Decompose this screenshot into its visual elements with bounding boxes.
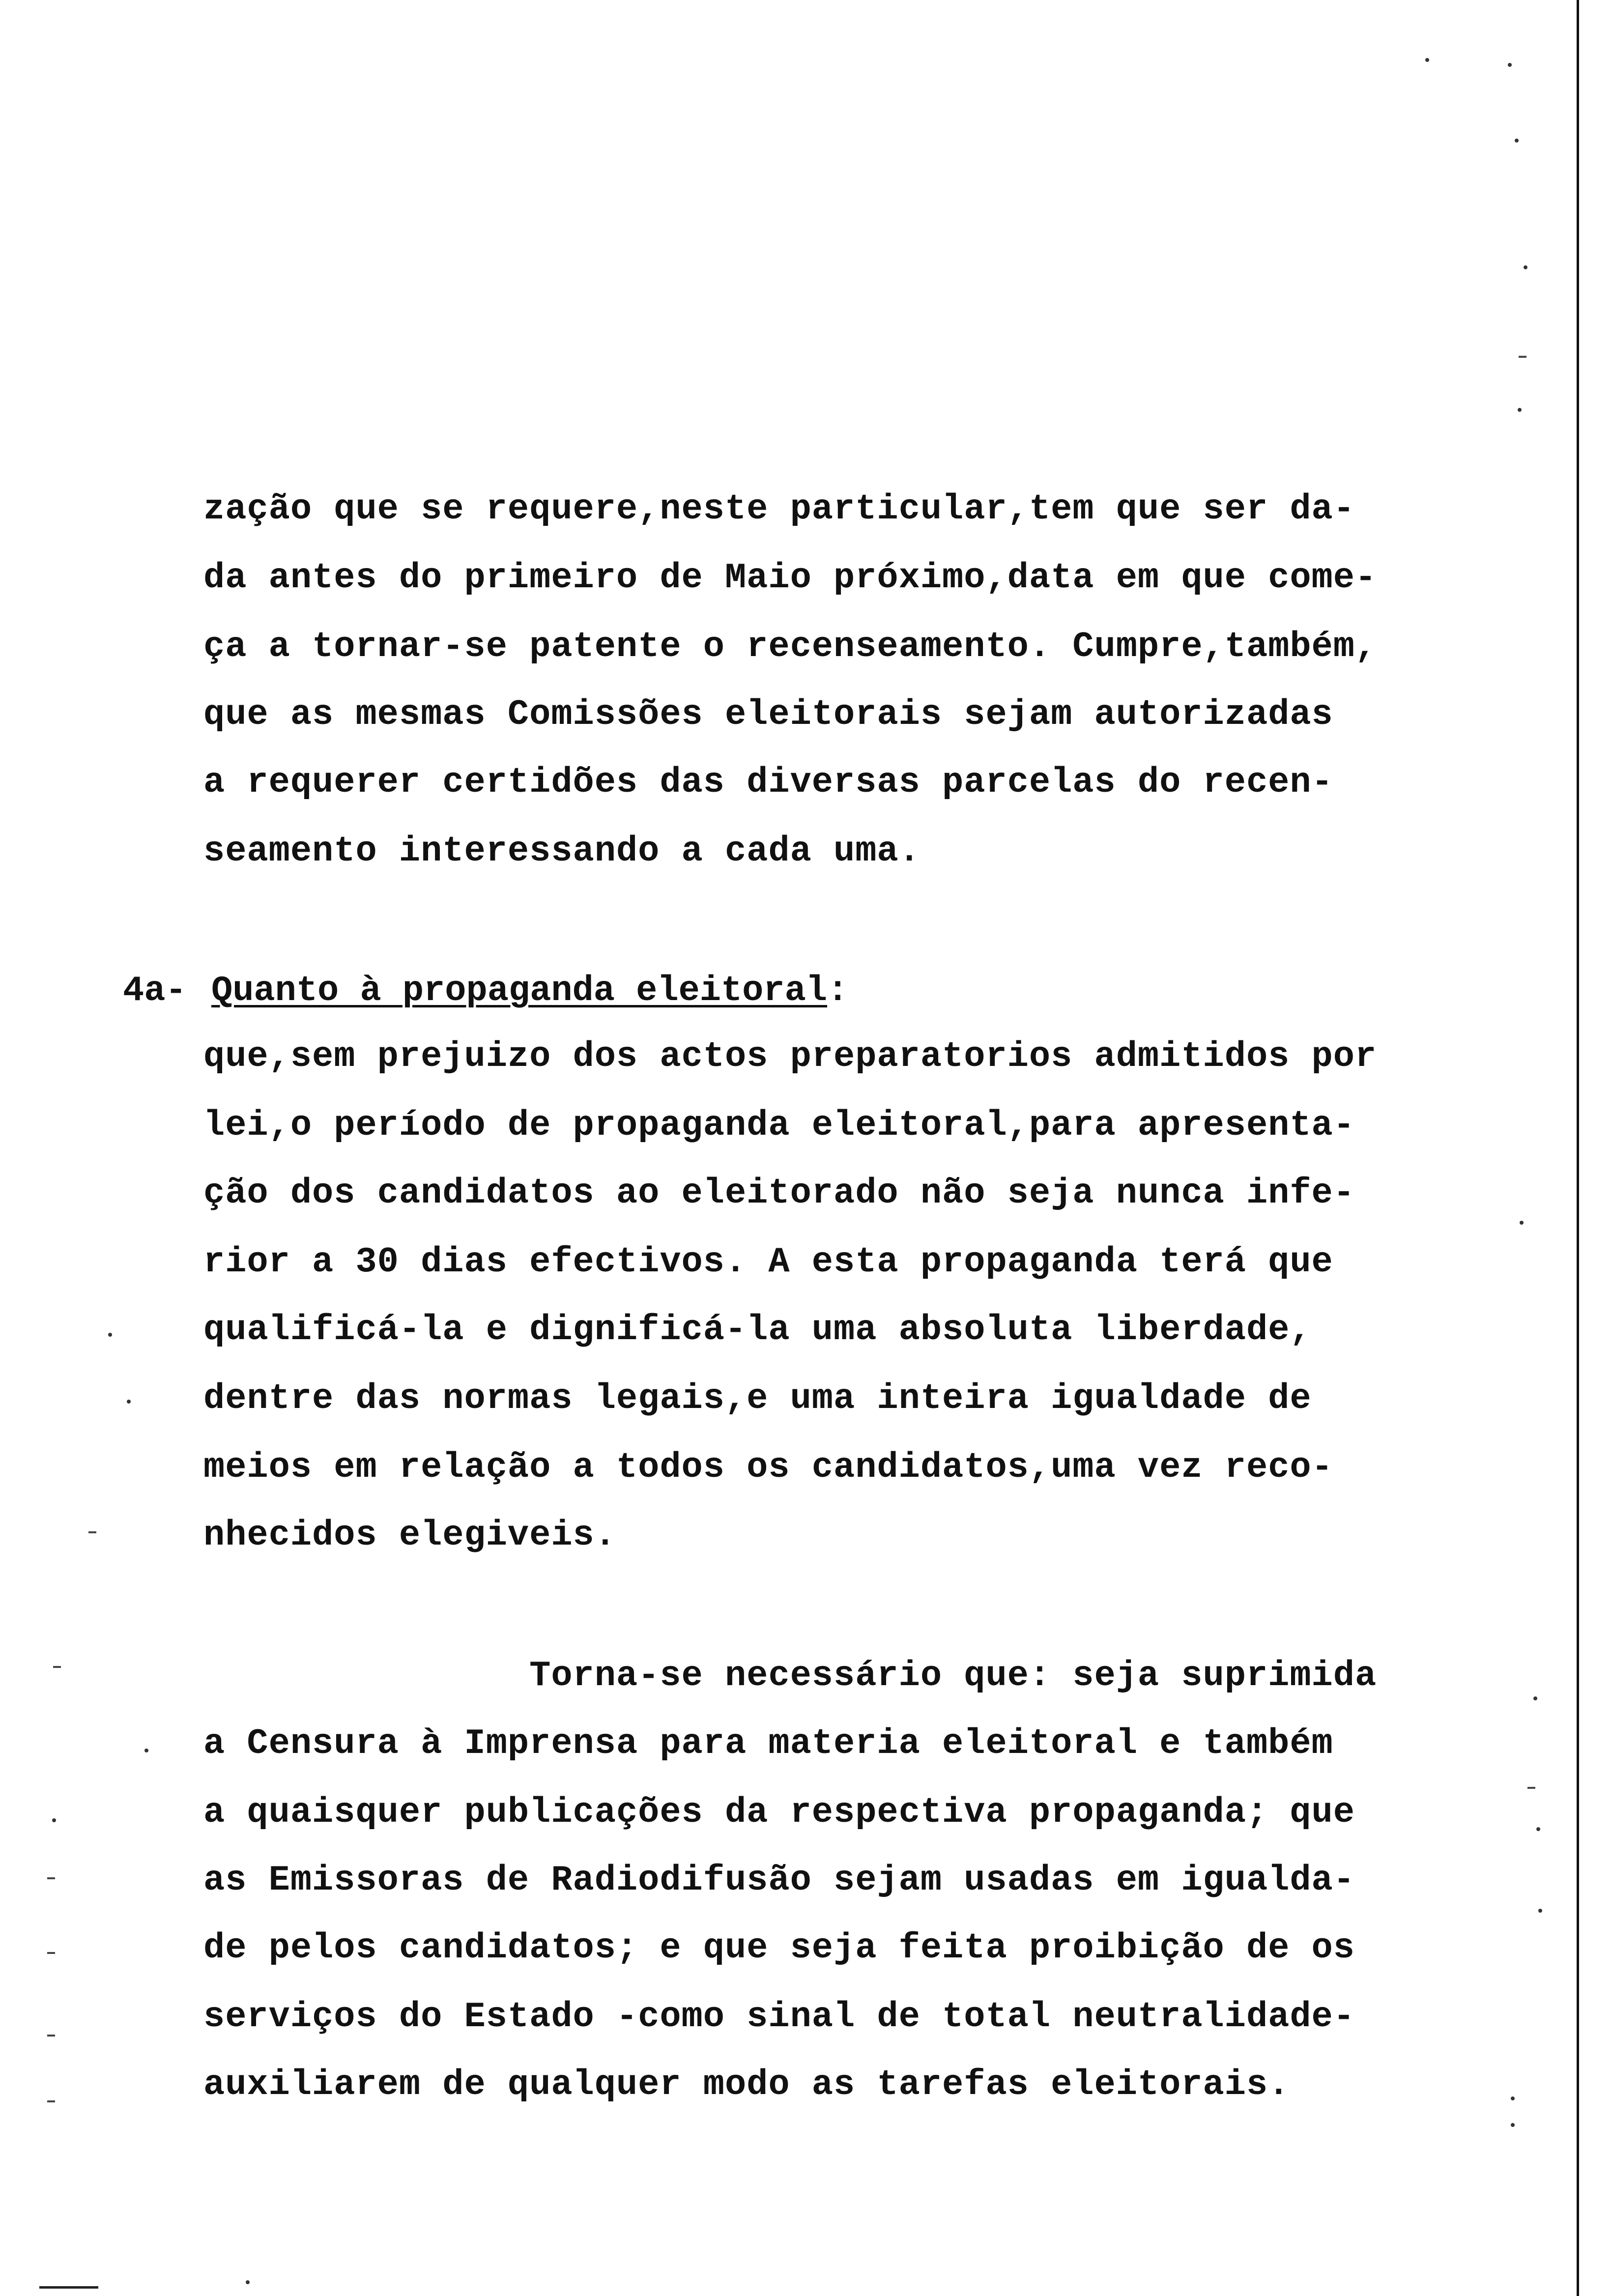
section-heading bbox=[211, 971, 849, 1011]
scan-dash bbox=[88, 1531, 96, 1533]
text-line: da antes do primeiro de Maio próximo,data em que come- bbox=[203, 558, 1377, 598]
scan-speck bbox=[108, 1333, 112, 1337]
scan-speck bbox=[1508, 63, 1512, 67]
text-line: Torna-se necessário que: seja suprimida bbox=[203, 1656, 1377, 1696]
text-line: auxiliarem de qualquer modo as tarefas eleitorais. bbox=[203, 2065, 1290, 2105]
scan-dash bbox=[47, 2035, 55, 2037]
text-line: rior a 30 dias efectivos. A esta propaganda terá que bbox=[203, 1242, 1333, 1282]
text-line: que,sem prejuizo dos actos preparatorios admitidos por bbox=[203, 1036, 1377, 1077]
text-line: de pelos candidatos; e que seja feita proibição de os bbox=[203, 1928, 1355, 1968]
scan-dash bbox=[47, 2100, 55, 2102]
text-line: seamento interessando a cada uma. bbox=[203, 831, 921, 871]
scan-dash bbox=[47, 1877, 55, 1879]
scan-speck bbox=[144, 1749, 148, 1752]
scan-speck bbox=[1515, 139, 1519, 143]
text-line: as Emissoras de Radiodifusão sejam usadas em igualda- bbox=[203, 1860, 1355, 1900]
text-line: zação que se requere,neste particular,tem que ser da- bbox=[203, 489, 1355, 529]
text-line: serviços do Estado -como sinal de total neutralidade- bbox=[203, 1997, 1355, 2037]
scan-speck bbox=[1518, 408, 1522, 412]
scan-speck bbox=[1536, 1827, 1540, 1831]
bottom-edge-mark bbox=[39, 2286, 98, 2289]
text-line: a quaisquer publicações da respectiva propaganda; que bbox=[203, 1792, 1355, 1833]
text-line: qualificá-la e dignificá-la uma absoluta liberdade, bbox=[203, 1310, 1312, 1350]
text-line: ção dos candidatos ao eleitorado não seja nunca infe- bbox=[203, 1173, 1355, 1213]
text-line: dentre das normas legais,e uma inteira igualdade de bbox=[203, 1378, 1312, 1419]
text-line: nhecidos elegiveis. bbox=[203, 1515, 616, 1555]
scan-speck bbox=[1425, 58, 1429, 62]
text-line: meios em relação a todos os candidatos,uma vez reco- bbox=[203, 1447, 1333, 1488]
text-line: a requerer certidões das diversas parcelas do recen- bbox=[203, 762, 1333, 803]
section-title: Quanto à propaganda eleitoral bbox=[211, 971, 828, 1011]
text-line: a Censura à Imprensa para materia eleitoral e também bbox=[203, 1723, 1333, 1764]
scan-speck bbox=[1524, 265, 1527, 269]
text-line: ça a tornar-se patente o recenseamento. Cumpre,também, bbox=[203, 627, 1377, 667]
text-line: que as mesmas Comissões eleitorais sejam autorizadas bbox=[203, 694, 1333, 735]
page-edge-line bbox=[1577, 0, 1579, 2296]
scan-speck bbox=[52, 1818, 56, 1822]
section-title-colon: : bbox=[827, 971, 849, 1011]
scan-speck bbox=[127, 1400, 131, 1404]
scan-speck bbox=[246, 2280, 250, 2284]
scan-dash bbox=[53, 1666, 61, 1668]
scan-speck bbox=[1511, 2123, 1515, 2127]
scan-dash bbox=[47, 1952, 55, 1954]
section-number: 4a- bbox=[123, 971, 187, 1011]
scan-speck bbox=[1520, 1221, 1524, 1225]
text-line: lei,o período de propaganda eleitoral,para apresenta- bbox=[203, 1105, 1355, 1146]
scan-dash bbox=[1519, 356, 1526, 358]
scan-speck bbox=[1533, 1696, 1537, 1700]
scan-speck bbox=[1511, 2096, 1515, 2100]
scan-speck bbox=[1538, 1909, 1542, 1913]
scan-dash bbox=[1527, 1787, 1535, 1789]
